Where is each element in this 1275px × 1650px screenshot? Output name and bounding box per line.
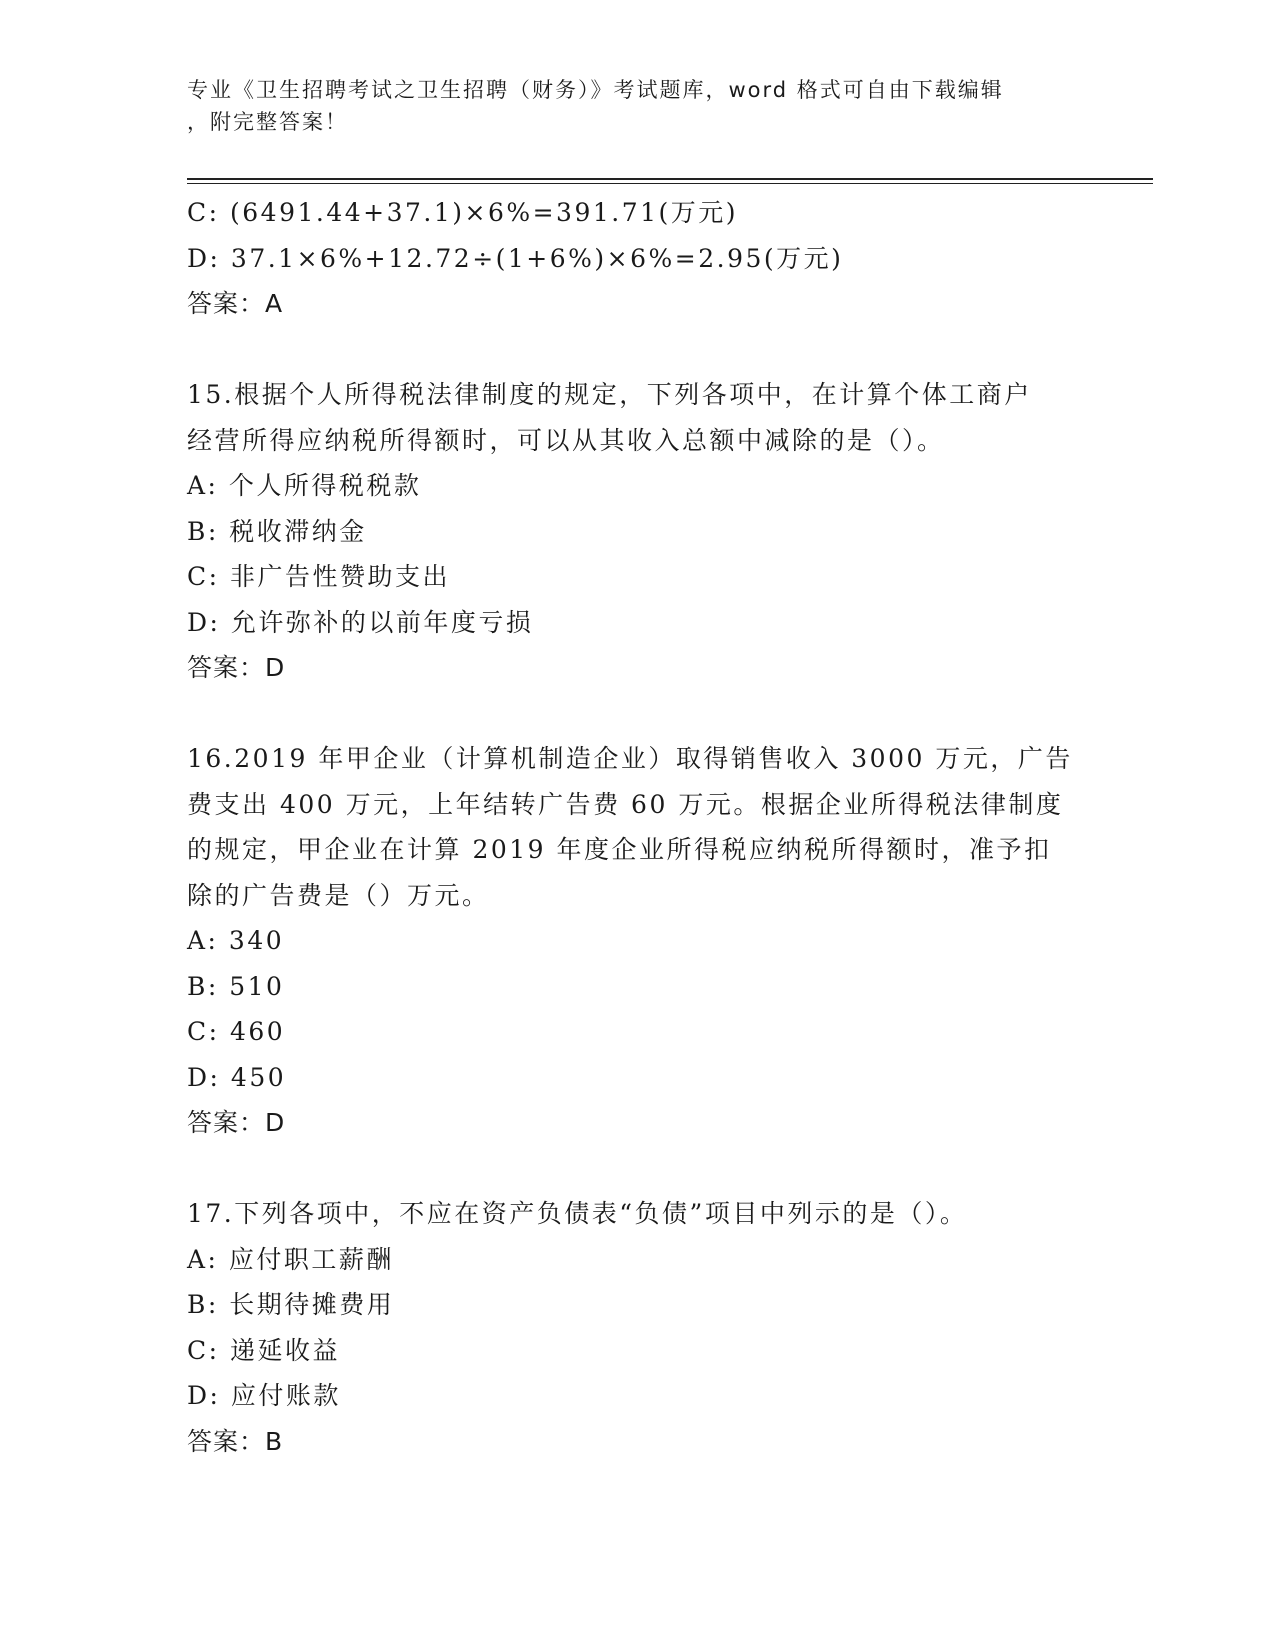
answer-line: 答案：B <box>187 1426 284 1456</box>
question-stem-line: 费支出 400 万元，上年结转广告费 60 万元。根据企业所得税法律制度 <box>187 789 1064 819</box>
option-c: C: 460 <box>187 1017 286 1046</box>
answer-line: 答案：D <box>187 653 286 682</box>
question-stem-line: 除的广告费是（）万元。 <box>187 880 490 910</box>
option-c: C: (6491.44+37.1)×6%=391.71(万元) <box>187 198 739 227</box>
option-c: C: 递延收益 <box>187 1335 340 1365</box>
previous-question-tail <box>187 190 1087 327</box>
question-stem-line: 15.根据个人所得税法律制度的规定，下列各项中，在计算个体工商户 <box>187 380 1032 409</box>
question-15 <box>187 372 1087 691</box>
question-stem-line: 经营所得应纳税所得额时，可以从其收入总额中减除的是（）。 <box>187 425 945 455</box>
question-stem-line: 16.2019 年甲企业（计算机制造企业）取得销售收入 3000 万元，广告 <box>187 744 1073 773</box>
option-c: C: 非广告性赞助支出 <box>187 562 450 591</box>
question-list <box>187 190 1087 1464</box>
question-17 <box>187 1191 1087 1464</box>
answer-line: 答案：D <box>187 1108 286 1137</box>
option-b: B: 长期待摊费用 <box>187 1290 395 1319</box>
option-d: D: 应付账款 <box>187 1381 341 1410</box>
option-a: A: 个人所得税税款 <box>187 471 422 500</box>
question-stem-line: 17.下列各项中，不应在资产负债表“负债”项目中列示的是（）。 <box>187 1199 968 1228</box>
header-line-1: 专业《卫生招聘考试之卫生招聘（财务）》考试题库，word 格式可自由下载编辑 <box>187 78 1004 102</box>
question-stem-line: 的规定，甲企业在计算 2019 年度企业所得税应纳税所得额时，准予扣 <box>187 835 1052 864</box>
document-header <box>187 74 1067 138</box>
question-16 <box>187 736 1087 1146</box>
header-rule-thin <box>187 183 1153 184</box>
option-a: A: 340 <box>187 926 285 955</box>
answer-line: 答案：A <box>187 289 284 318</box>
option-b: B: 税收滞纳金 <box>187 516 367 546</box>
option-d: D: 37.1×6%+12.72÷(1+6%)×6%=2.95(万元) <box>187 243 844 273</box>
option-d: D: 允许弥补的以前年度亏损 <box>187 607 534 637</box>
header-line-2: ，附完整答案！ <box>187 110 348 134</box>
option-d: D: 450 <box>187 1062 287 1092</box>
option-a: A: 应付职工薪酬 <box>187 1244 394 1274</box>
option-b: B: 510 <box>187 971 285 1001</box>
header-rule-thick <box>187 178 1153 180</box>
